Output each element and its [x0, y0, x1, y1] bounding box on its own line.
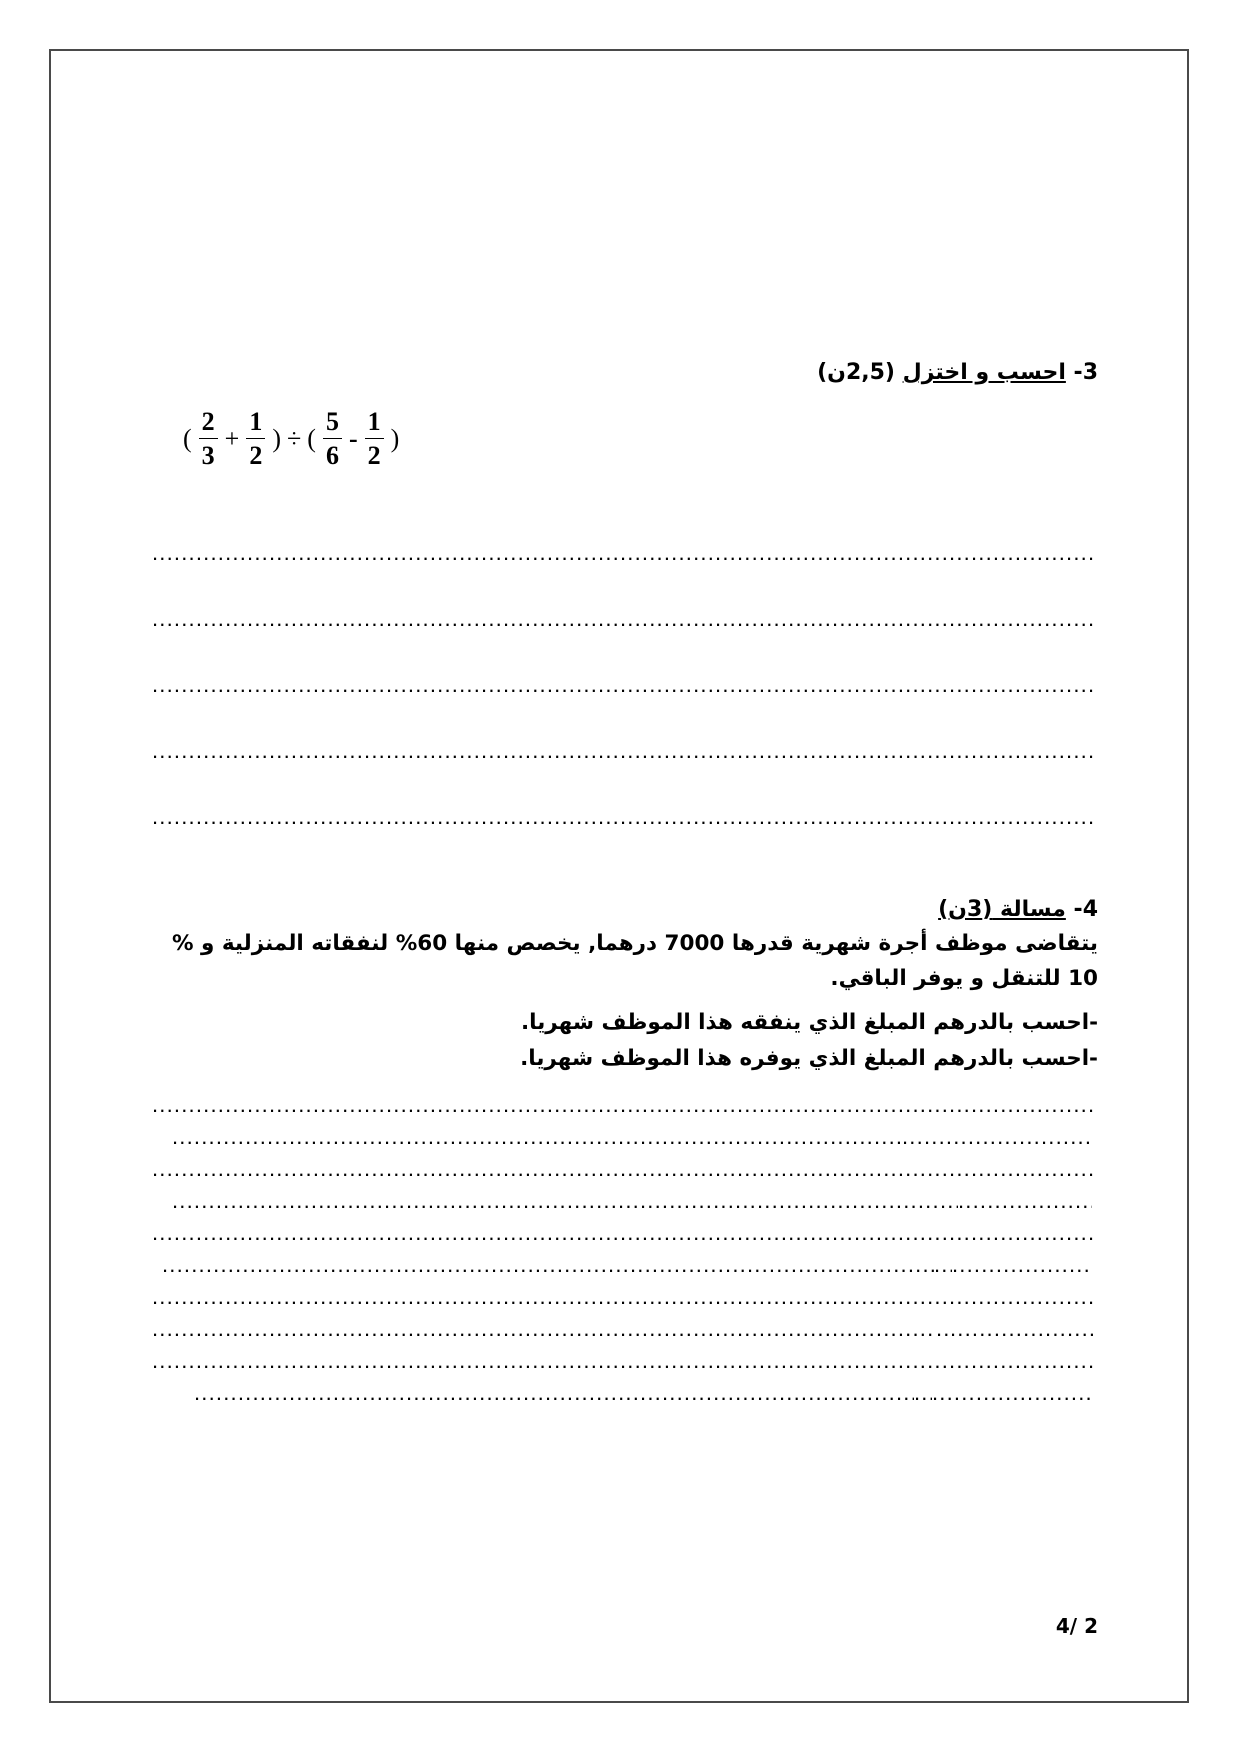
numerator: 2 [199, 409, 218, 439]
answer-line[interactable] [194, 1380, 1094, 1412]
exercise-4-heading [938, 897, 1098, 922]
numerator: 5 [323, 409, 342, 439]
plus-sign: + [224, 424, 240, 453]
answer-line[interactable] [172, 1188, 1092, 1220]
answer-line[interactable] [162, 1252, 1092, 1284]
fraction-2-3 [199, 409, 218, 469]
denominator: 3 [201, 441, 215, 470]
page-border [49, 49, 1189, 1703]
exercise-3-number: 3- [1073, 360, 1098, 385]
answer-line[interactable] [152, 1220, 1094, 1252]
fraction-5-6 [323, 409, 342, 469]
answer-line[interactable] [152, 674, 1094, 698]
answer-line[interactable] [172, 1124, 1092, 1156]
exercise-4-title [938, 897, 1066, 922]
minus-sign: - [348, 424, 358, 453]
question-b: -احسب بالدرهم المبلغ الذي يوفره هذا الموظف شهريا. [520, 1046, 1098, 1071]
answer-line[interactable] [152, 1092, 1094, 1124]
denominator: 2 [249, 441, 263, 470]
answer-line[interactable] [152, 1348, 1094, 1380]
open-paren: ( [183, 424, 192, 453]
problem-statement: يتقاضى موظف أجرة شهرية قدرها 7000 درهما, يخصص منها 60% لنفقاته المنزلية و % 10 للتنقل و يوفر الباقي. [171, 931, 1098, 991]
question-a: -احسب بالدرهم المبلغ الذي ينفقه هذا الموظف شهريا. [520, 1010, 1098, 1035]
fraction-expression [180, 400, 402, 478]
open-paren: ( [307, 424, 316, 453]
exercise-4-number: 4- [1073, 897, 1098, 922]
answer-line[interactable] [152, 1156, 1094, 1188]
close-paren: ) [272, 424, 282, 453]
exercise-4-title-text: مسالة [1000, 897, 1066, 922]
answer-line[interactable] [152, 542, 1094, 566]
answer-line[interactable] [152, 1284, 1094, 1316]
denominator: 2 [367, 441, 381, 470]
fraction-1-2 [246, 409, 265, 469]
answer-line[interactable] [152, 806, 1094, 830]
page-number: 4/ 2 [1055, 1614, 1098, 1638]
answer-line[interactable] [152, 1316, 1094, 1348]
answer-line[interactable] [152, 608, 1094, 632]
exercise-3-heading [817, 360, 1098, 385]
close-paren: ) [390, 424, 400, 453]
division-sign: ÷ [287, 424, 302, 453]
numerator: 1 [246, 409, 265, 439]
numerator: 1 [365, 409, 384, 439]
exercise-3-instruction: احسب و اختزل [902, 360, 1066, 385]
exercise-3-points: (2,5ن) [817, 360, 895, 385]
answer-line[interactable] [152, 740, 1094, 764]
exercise-4-points: (3ن) [938, 897, 993, 922]
denominator: 6 [325, 441, 339, 470]
fraction-1-2b [365, 409, 384, 469]
